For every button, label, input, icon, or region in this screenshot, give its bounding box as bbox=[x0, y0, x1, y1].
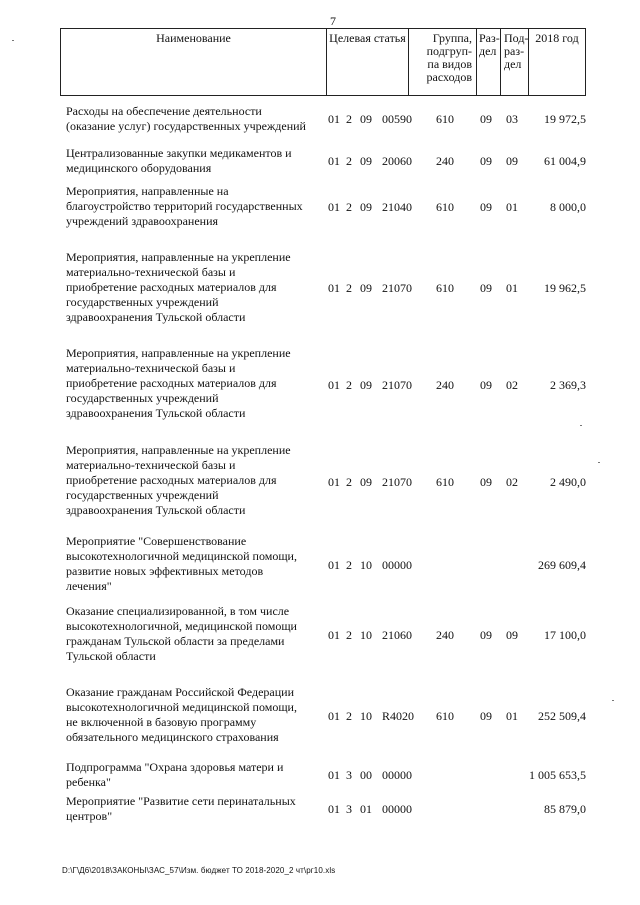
cell-group: 610 bbox=[436, 475, 454, 489]
scan-speck bbox=[12, 40, 14, 41]
cell-group: 610 bbox=[436, 200, 454, 214]
cs-subprogram: 2 bbox=[346, 709, 352, 723]
cs-event: 01 bbox=[360, 802, 372, 816]
cs-event: 09 bbox=[360, 154, 372, 168]
row-name: Мероприятия, направленные на укрепление материально-технической базы и приобретение расходных материалов для государственных учреждений здравоохранения Тульской области bbox=[66, 250, 291, 324]
row-name: Оказание гражданам Российской Федерации высокотехнологичной медицинской помощи, не включенной в базовую программу обязательного медицинского страхования bbox=[66, 685, 297, 744]
cell-amount: 252 509,4 bbox=[538, 709, 586, 723]
cs-direction: 20060 bbox=[382, 154, 412, 168]
cs-program: 01 bbox=[328, 709, 340, 723]
cs-program: 01 bbox=[328, 768, 340, 782]
cs-program: 01 bbox=[328, 628, 340, 642]
cs-program: 01 bbox=[328, 558, 340, 572]
cs-event: 10 bbox=[360, 628, 372, 642]
cs-direction: 21060 bbox=[382, 628, 412, 642]
file-path-footer: D:\Г\Д6\2018\ЗАКОНЫ\ЗАС_57\Изм. бюджет ТО 2018-2020_2 чт\рг10.xls bbox=[62, 866, 336, 875]
cell-razdel: 09 bbox=[480, 112, 492, 126]
row-name: Централизованные закупки медикаментов и медицинского оборудования bbox=[66, 146, 292, 175]
row-name: Расходы на обеспечение деятельности (оказание услуг) государственных учреждений bbox=[66, 104, 306, 133]
cs-subprogram: 2 bbox=[346, 281, 352, 295]
cs-event: 10 bbox=[360, 709, 372, 723]
header-razdel: Раз- дел bbox=[476, 29, 500, 95]
cs-direction: 00590 bbox=[382, 112, 412, 126]
table-row bbox=[60, 250, 586, 328]
cs-program: 01 bbox=[328, 200, 340, 214]
cell-razdel: 09 bbox=[480, 628, 492, 642]
cs-direction: 00000 bbox=[382, 558, 412, 572]
table-row bbox=[60, 604, 586, 666]
cell-group: 610 bbox=[436, 709, 454, 723]
cs-subprogram: 2 bbox=[346, 475, 352, 489]
cell-razdel: 09 bbox=[480, 154, 492, 168]
header-target: Целевая статья bbox=[326, 29, 408, 95]
cs-subprogram: 2 bbox=[346, 154, 352, 168]
table-row bbox=[60, 346, 586, 424]
cell-razdel: 09 bbox=[480, 475, 492, 489]
cell-podrazdel: 02 bbox=[506, 378, 518, 392]
cs-event: 10 bbox=[360, 558, 372, 572]
cell-amount: 19 972,5 bbox=[544, 112, 586, 126]
cs-subprogram: 2 bbox=[346, 558, 352, 572]
row-name: Подпрограмма "Охрана здоровья матери и ребенка" bbox=[66, 760, 284, 789]
cs-direction: 00000 bbox=[382, 768, 412, 782]
page-number: 7 bbox=[330, 14, 336, 28]
cell-podrazdel: 02 bbox=[506, 475, 518, 489]
table-row bbox=[60, 184, 586, 232]
cs-subprogram: 3 bbox=[346, 802, 352, 816]
scan-speck bbox=[580, 425, 582, 426]
cs-direction: 21070 bbox=[382, 475, 412, 489]
cs-direction: 21070 bbox=[382, 281, 412, 295]
cell-amount: 2 490,0 bbox=[550, 475, 586, 489]
cell-amount: 85 879,0 bbox=[544, 802, 586, 816]
cell-podrazdel: 03 bbox=[506, 112, 518, 126]
cs-event: 09 bbox=[360, 475, 372, 489]
cell-amount: 19 962,5 bbox=[544, 281, 586, 295]
table-row bbox=[60, 146, 586, 178]
cell-razdel: 09 bbox=[480, 709, 492, 723]
header-year: 2018 год bbox=[528, 29, 586, 95]
cs-event: 09 bbox=[360, 378, 372, 392]
cell-amount: 2 369,3 bbox=[550, 378, 586, 392]
cell-amount: 17 100,0 bbox=[544, 628, 586, 642]
cell-group: 610 bbox=[436, 112, 454, 126]
cell-razdel: 09 bbox=[480, 281, 492, 295]
table-row bbox=[60, 534, 586, 596]
row-name: Мероприятие "Развитие сети перинатальных центров" bbox=[66, 794, 296, 823]
cs-direction: R4020 bbox=[382, 709, 415, 723]
cell-amount: 269 609,4 bbox=[538, 558, 586, 572]
cell-podrazdel: 01 bbox=[506, 709, 518, 723]
cell-group: 240 bbox=[436, 378, 454, 392]
cs-direction: 21040 bbox=[382, 200, 412, 214]
cs-event: 09 bbox=[360, 200, 372, 214]
cs-subprogram: 2 bbox=[346, 628, 352, 642]
cs-subprogram: 2 bbox=[346, 378, 352, 392]
table-header bbox=[60, 28, 586, 96]
cell-podrazdel: 09 bbox=[506, 628, 518, 642]
cell-razdel: 09 bbox=[480, 378, 492, 392]
cs-subprogram: 3 bbox=[346, 768, 352, 782]
cs-program: 01 bbox=[328, 378, 340, 392]
cs-event: 09 bbox=[360, 281, 372, 295]
cell-group: 610 bbox=[436, 281, 454, 295]
cs-direction: 21070 bbox=[382, 378, 412, 392]
scan-speck bbox=[612, 700, 614, 701]
cell-amount: 1 005 653,5 bbox=[529, 768, 586, 782]
row-name: Мероприятия, направленные на укрепление материально-технической базы и приобретение расходных материалов для государственных учреждений здравоохранения Тульской области bbox=[66, 443, 291, 517]
table-row bbox=[60, 794, 586, 826]
table-row bbox=[60, 104, 586, 136]
table-row bbox=[60, 760, 586, 792]
cs-program: 01 bbox=[328, 802, 340, 816]
cell-group: 240 bbox=[436, 628, 454, 642]
header-group: Группа, подгруп- па видов расходов bbox=[408, 29, 476, 95]
cs-event: 09 bbox=[360, 112, 372, 126]
row-name: Мероприятия, направленные на благоустройство территорий государственных учреждений здравоохранения bbox=[66, 184, 303, 228]
cell-podrazdel: 01 bbox=[506, 281, 518, 295]
cs-program: 01 bbox=[328, 154, 340, 168]
cs-program: 01 bbox=[328, 281, 340, 295]
cs-event: 00 bbox=[360, 768, 372, 782]
cell-podrazdel: 01 bbox=[506, 200, 518, 214]
scan-speck bbox=[598, 462, 600, 463]
header-name: Наименование bbox=[60, 29, 326, 95]
row-name: Мероприятие "Совершенствование высокотехнологичной медицинской помощи, развитие новых эффективных методов лечения" bbox=[66, 534, 297, 593]
cell-group: 240 bbox=[436, 154, 454, 168]
cell-amount: 61 004,9 bbox=[544, 154, 586, 168]
cell-amount: 8 000,0 bbox=[550, 200, 586, 214]
cs-program: 01 bbox=[328, 112, 340, 126]
header-podrazdel: Под- раз- дел bbox=[500, 29, 528, 95]
cs-subprogram: 2 bbox=[346, 200, 352, 214]
cs-program: 01 bbox=[328, 475, 340, 489]
table-row bbox=[60, 685, 586, 747]
cell-razdel: 09 bbox=[480, 200, 492, 214]
cs-direction: 00000 bbox=[382, 802, 412, 816]
table-row bbox=[60, 443, 586, 521]
row-name: Оказание специализированной, в том числе высокотехнологичной, медицинской помощи гражданам Тульской области за пределами Тульской области bbox=[66, 604, 297, 663]
cs-subprogram: 2 bbox=[346, 112, 352, 126]
row-name: Мероприятия, направленные на укрепление материально-технической базы и приобретение расходных материалов для государственных учреждений здравоохранения Тульской области bbox=[66, 346, 291, 420]
cell-podrazdel: 09 bbox=[506, 154, 518, 168]
